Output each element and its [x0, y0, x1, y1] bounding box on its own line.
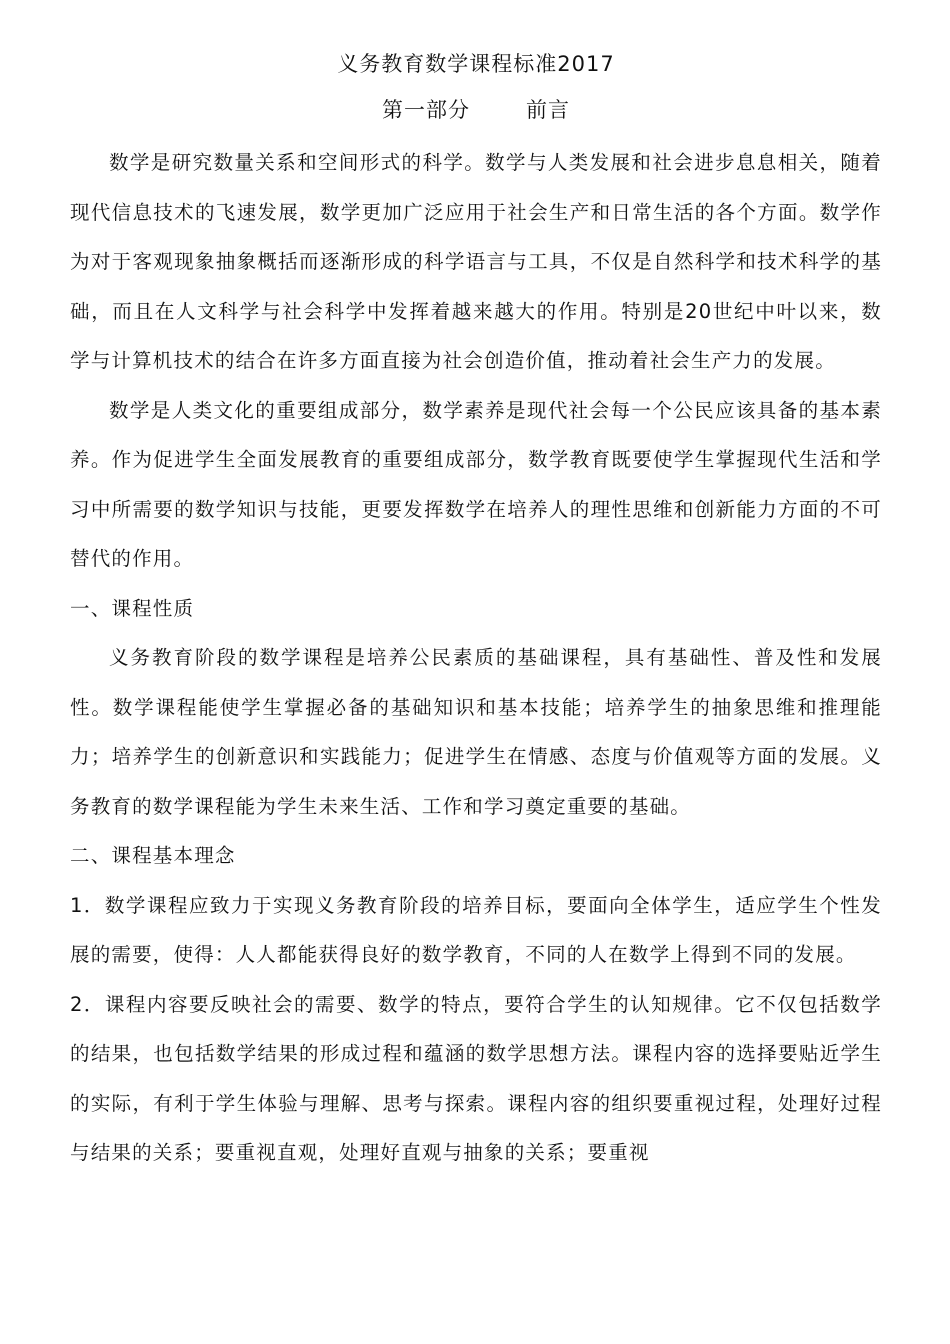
section-heading-basic-concepts: 二、课程基本理念	[70, 844, 236, 867]
document-title: 义务教育数学课程标准2017	[337, 52, 615, 76]
concept-item-1: 1．数学课程应致力于实现义务教育阶段的培养目标，要面向全体学生，适应学生个性发展的需要，使得：人人都能获得良好的数学教育，不同的人在数学上得到不同的发展。	[70, 893, 882, 966]
course-nature-paragraph: 义务教育阶段的数学课程是培养公民素质的基础课程，具有基础性、普及性和发展性。数学课程能使学生掌握必备的基础知识和基本技能；培养学生的抽象思维和推理能力；培养学生的创新意识和实践能力；促进学生在情感、态度与价值观等方面的发展。义务教育的数学课程能为学生未来生活、工作和学习奠定重要的基础。	[70, 646, 882, 818]
section-heading-course-nature: 一、课程性质	[70, 596, 195, 620]
intro-paragraph-2: 数学是人类文化的重要组成部分，数学素养是现代社会每一个公民应该具备的基本素养。作为促进学生全面发展教育的重要组成部分，数学教育既要使学生掌握现代生活和学习中所需要的数学知识与技能，更要发挥数学在培养人的理性思维和创新能力方面的不可替代的作用。	[70, 398, 882, 570]
concept-item-2: 2．课程内容要反映社会的需要、数学的特点，要符合学生的认知规律。它不仅包括数学的结果，也包括数学结果的形成过程和蕴涵的数学思想方法。课程内容的选择要贴近学生的实际，有利于学生体验与理解、思考与探索。课程内容的组织要重视过程，处理好过程与结果的关系；要重视直观，处理好直观与抽象的关系；要重视	[70, 992, 882, 1164]
part-name: 前言	[526, 98, 570, 122]
intro-paragraph-1: 数学是研究数量关系和空间形式的科学。数学与人类发展和社会进步息息相关，随着现代信息技术的飞速发展，数学更加广泛应用于社会生产和日常生活的各个方面。数学作为对于客观现象抽象概括而逐渐形成的科学语言与工具，不仅是自然科学和技术科学的基础，而且在人文科学与社会科学中发挥着越来越大的作用。特别是20世纪中叶以来，数学与计算机技术的结合在许多方面直接为社会创造价值，推动着社会生产力的发展。	[70, 151, 882, 372]
part-title	[70, 94, 882, 126]
part-label: 第一部分	[382, 98, 470, 122]
document-page	[70, 48, 882, 1178]
